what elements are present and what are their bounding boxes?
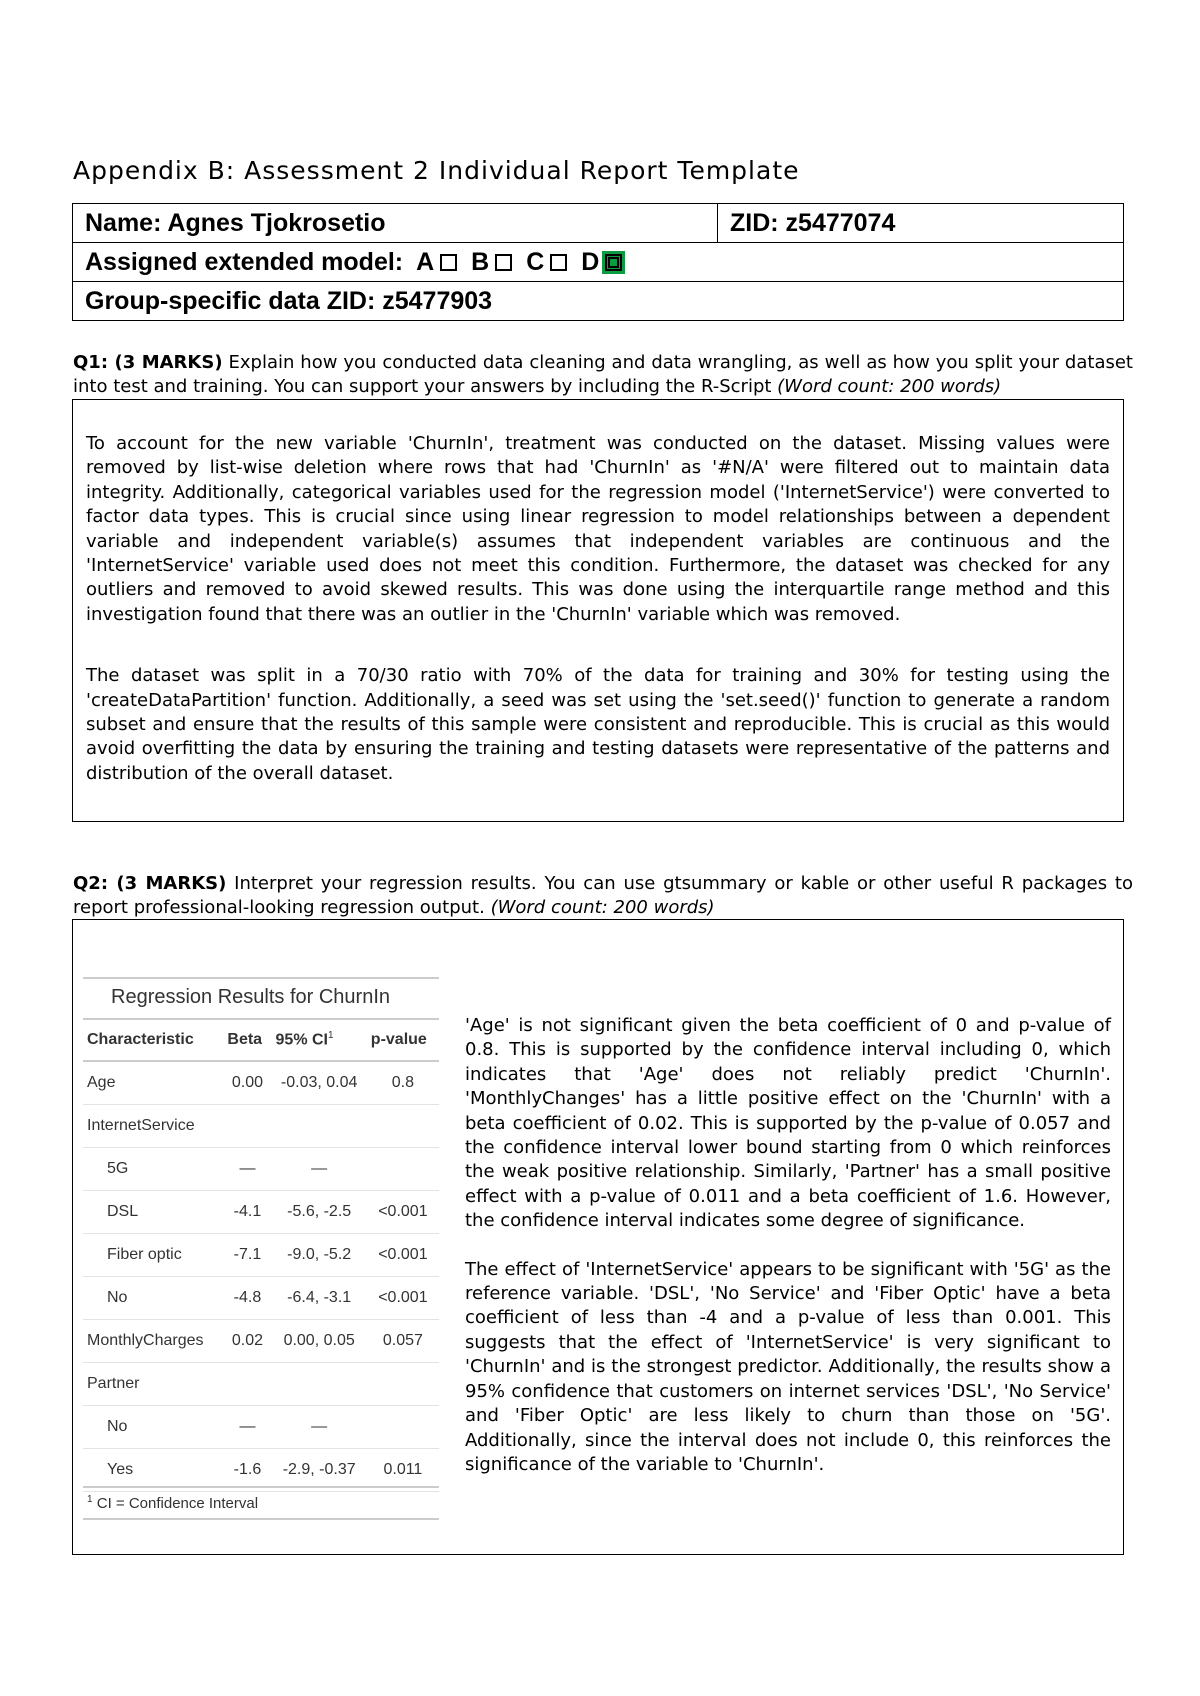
table-row: [83, 1277, 439, 1320]
table-row: [83, 1406, 439, 1449]
row-beta: 0.02: [223, 1320, 271, 1363]
row-pvalue: [367, 1148, 439, 1191]
student-name: Name: Agnes Tjokrosetio: [73, 204, 718, 243]
row-pvalue: 0.057: [367, 1320, 439, 1363]
row-ci: -2.9, -0.37: [272, 1449, 367, 1492]
row-beta: [223, 1363, 271, 1406]
header-table: [72, 203, 1124, 321]
regression-table: [83, 1018, 439, 1492]
row-beta: -1.6: [223, 1449, 271, 1492]
row-label: Age: [83, 1061, 223, 1105]
row-beta: -4.8: [223, 1277, 271, 1320]
row-ci: -6.4, -3.1: [272, 1277, 367, 1320]
student-zid: ZID: z5477074: [718, 204, 1124, 243]
regression-table-topline: [83, 977, 439, 979]
row-label: Yes: [83, 1449, 223, 1492]
model-checkbox-c[interactable]: [550, 254, 567, 271]
row-ci: —: [272, 1406, 367, 1449]
q2-interpretation: [465, 1014, 1111, 1477]
q2-prompt-text: Interpret your regression results. You can use gtsummary or kable or other useful R packages to report professional-looking regression output.: [73, 873, 1134, 918]
model-option-label-c: C: [526, 247, 545, 276]
col-pvalue: p-value: [367, 1019, 439, 1061]
row-ci: -0.03, 0.04: [272, 1061, 367, 1105]
row-label: Fiber optic: [83, 1234, 223, 1277]
q1-label: Q1: (3 MARKS): [73, 352, 223, 373]
q1-answer-box: [72, 399, 1124, 822]
col-characteristic: Characteristic: [83, 1019, 223, 1061]
row-label: No: [83, 1406, 223, 1449]
row-label: MonthlyCharges: [83, 1320, 223, 1363]
row-pvalue: 0.011: [367, 1449, 439, 1492]
regression-table-footnote: [83, 1486, 439, 1520]
assigned-model-label: Assigned extended model:: [85, 247, 404, 276]
col-ci-footnote-mark: 1: [327, 1030, 334, 1042]
row-ci: [272, 1105, 367, 1148]
model-checkbox-b[interactable]: [495, 254, 512, 271]
row-ci: 0.00, 0.05: [272, 1320, 367, 1363]
row-beta: —: [223, 1148, 271, 1191]
q2-label: Q2: (3 MARKS): [73, 873, 227, 894]
regression-table-body: [83, 1061, 439, 1492]
row-beta: -4.1: [223, 1191, 271, 1234]
row-label: No: [83, 1277, 223, 1320]
row-label: 5G: [83, 1148, 223, 1191]
regression-table-title: Regression Results for ChurnIn: [111, 986, 391, 1008]
footnote-text: CI = Confidence Interval: [96, 1495, 259, 1512]
q2-word-count: (Word count: 200 words): [490, 897, 715, 918]
table-row: [83, 1363, 439, 1406]
row-label: DSL: [83, 1191, 223, 1234]
row-pvalue: [367, 1406, 439, 1449]
q1-paragraph-1: To account for the new variable 'ChurnIn', treatment was conducted on the dataset. Missing values were removed by list-wise deletion where rows that had 'ChurnIn' as '#N/A' were filtered out to maintain data integrity. Additionally, categorical variables used for the regression model ('InternetService') were converted to factor data types. This is crucial since using linear regression to model relationships between a dependent variable and independent variable(s) assumes that independent variables are continuous and the 'InternetService' variable used does not meet this condition. Furthermore, the dataset was checked for any outliers and removed to avoid skewed results. This was done using the interquartile range method and this investigation found that there was an outlier in the 'ChurnIn' variable which was removed.: [86, 433, 1110, 625]
model-option-label-b: B: [471, 247, 490, 276]
row-pvalue: [367, 1363, 439, 1406]
row-pvalue: <0.001: [367, 1191, 439, 1234]
model-option-label-a: A: [416, 247, 435, 276]
row-ci: -5.6, -2.5: [272, 1191, 367, 1234]
model-checkbox-a[interactable]: [440, 254, 457, 271]
row-beta: 0.00: [223, 1061, 271, 1105]
row-pvalue: [367, 1105, 439, 1148]
row-label: InternetService: [83, 1105, 223, 1148]
q1-paragraph-2: The dataset was split in a 70/30 ratio with 70% of the data for training and 30% for testing using the 'createDataPartition' function. Additionally, a seed was set using the 'set.seed()' function to generate a random subset and ensure that the results of this sample were consistent and reproducible. This is crucial as this would avoid overfitting the data by ensuring the training and testing datasets were representative of the patterns and distribution of the overall dataset.: [86, 665, 1110, 784]
table-row: [83, 1320, 439, 1363]
group-zid: Group-specific data ZID: z5477903: [73, 282, 1124, 321]
row-ci: —: [272, 1148, 367, 1191]
row-beta: —: [223, 1406, 271, 1449]
q2-paragraph-2: The effect of 'InternetService' appears to be significant with '5G' as the reference variable. 'DSL', 'No Service' and 'Fiber Optic' have a beta coefficient of less than -4 and a p-value of less than 0.001. This suggests that the effect of 'InternetService' is very significant to 'ChurnIn' and is the strongest predictor. Additionally, the results show a 95% confidence that customers on internet services 'DSL', 'No Service' and 'Fiber Optic' are less likely to churn than those on '5G'. Additionally, since the interval does not include 0, this reinforces the significance of the variable to 'ChurnIn'.: [465, 1258, 1111, 1475]
col-ci: [272, 1019, 367, 1061]
row-pvalue: 0.8: [367, 1061, 439, 1105]
row-beta: -7.1: [223, 1234, 271, 1277]
table-row: [83, 1234, 439, 1277]
row-pvalue: <0.001: [367, 1277, 439, 1320]
row-pvalue: <0.001: [367, 1234, 439, 1277]
row-ci: [272, 1363, 367, 1406]
row-beta: [223, 1105, 271, 1148]
model-options: [410, 248, 632, 276]
page-title: Appendix B: Assessment 2 Individual Report Template: [73, 156, 800, 185]
row-ci: -9.0, -5.2: [272, 1234, 367, 1277]
col-beta: Beta: [223, 1019, 271, 1061]
table-row: [83, 1191, 439, 1234]
col-ci-label: 95% CI: [275, 1031, 328, 1049]
q1-word-count: (Word count: 200 words): [777, 376, 1002, 397]
q2-prompt: [73, 872, 1133, 920]
table-row: [83, 1148, 439, 1191]
table-row: [83, 1061, 439, 1105]
regression-table-header: [83, 1019, 439, 1061]
model-checkbox-d[interactable]: [605, 254, 622, 271]
q1-prompt: [73, 351, 1133, 399]
q2-paragraph-1: 'Age' is not significant given the beta coefficient of 0 and p-value of 0.8. This is supported by the confidence interval including 0, which indicates that 'Age' does not reliably predict 'ChurnIn'. 'MonthlyChanges' has a little positive effect on the 'ChurnIn' with a beta coefficient of 0.02. This is supported by the p-value of 0.057 and the confidence interval lower bound starting from 0 which reinforces the weak positive relationship. Similarly, 'Partner' has a small positive effect with a p-value of 0.011 and a beta coefficient of 1.6. However, the confidence interval indicates some degree of significance.: [465, 1015, 1111, 1232]
q1-prompt-text: Explain how you conducted data cleaning and data wrangling, as well as how you split your dataset into test and training. You can support your answers by including the R-Script: [73, 352, 1133, 397]
row-label: Partner: [83, 1363, 223, 1406]
footnote-mark: 1: [87, 1494, 93, 1505]
table-row: [83, 1105, 439, 1148]
assigned-model-row: [73, 243, 1124, 282]
model-option-label-d: D: [581, 247, 600, 276]
